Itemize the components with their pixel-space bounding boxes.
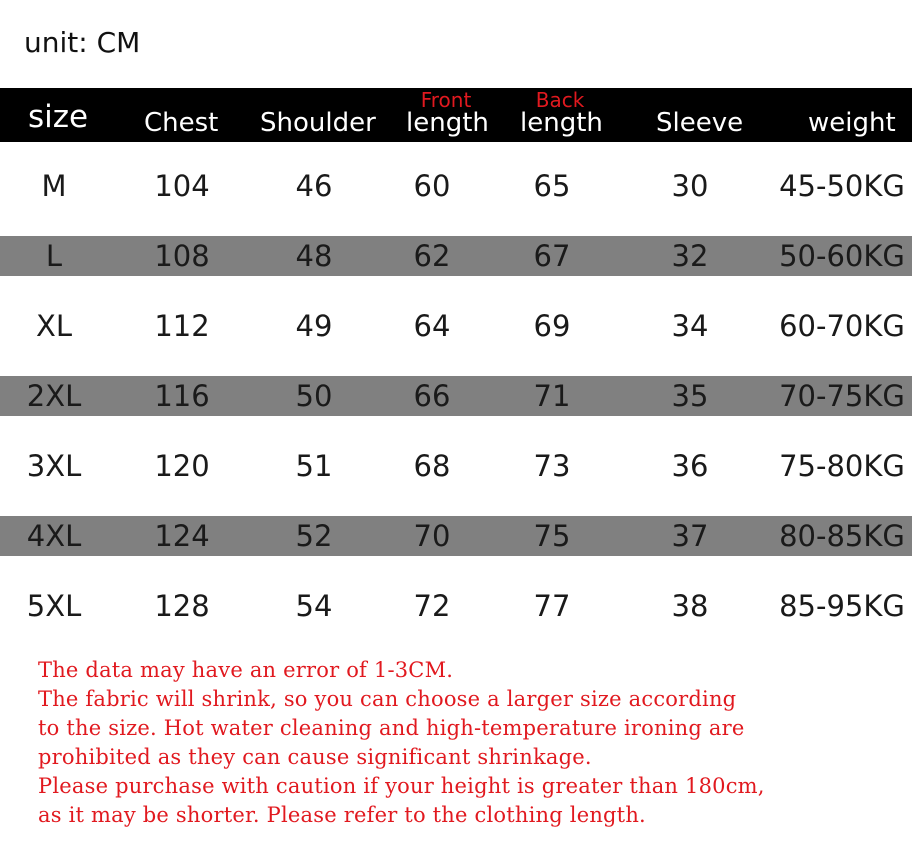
cell-chest: 120: [154, 449, 210, 483]
cell-weight: 75-80KG: [779, 449, 905, 483]
table-row: [0, 306, 912, 346]
cell-shoulder: 54: [295, 589, 333, 623]
cell-shoulder: 51: [295, 449, 333, 483]
note-line: The data may have an error of 1-3CM.: [38, 658, 454, 682]
table-row: [0, 446, 912, 486]
cell-front-length: 70: [413, 519, 451, 553]
header-weight: weight: [808, 108, 896, 138]
note-line: as it may be shorter. Please refer to the clothing length.: [38, 803, 646, 827]
cell-shoulder: 48: [295, 239, 333, 273]
cell-weight: 70-75KG: [779, 379, 905, 413]
cell-size: 4XL: [26, 519, 82, 553]
table-header: [0, 88, 912, 142]
cell-sleeve: 38: [671, 589, 709, 623]
cell-sleeve: 30: [671, 169, 709, 203]
header-back-label: Back: [535, 88, 585, 112]
header-front-length-label: length: [406, 108, 489, 138]
cell-shoulder: 52: [295, 519, 333, 553]
table-row: [0, 376, 912, 416]
cell-size: M: [41, 169, 67, 203]
table-row: [0, 236, 912, 276]
cell-weight: 45-50KG: [779, 169, 905, 203]
header-back-length: [520, 88, 603, 138]
cell-back-length: 71: [533, 379, 571, 413]
cell-back-length: 73: [533, 449, 571, 483]
header-chest: Chest: [144, 108, 219, 138]
header-front-label: Front: [420, 88, 472, 112]
cell-shoulder: 46: [295, 169, 333, 203]
cell-sleeve: 36: [671, 449, 709, 483]
note-line: prohibited as they can cause significant shrinkage.: [38, 745, 592, 769]
note-line: The fabric will shrink, so you can choose a larger size according: [38, 687, 737, 711]
cell-weight: 60-70KG: [779, 309, 905, 343]
cell-sleeve: 35: [671, 379, 709, 413]
cell-weight: 50-60KG: [779, 239, 905, 273]
header-size: size: [28, 99, 89, 135]
cell-weight: 85-95KG: [779, 589, 905, 623]
cell-sleeve: 37: [671, 519, 709, 553]
cell-back-length: 75: [533, 519, 571, 553]
size-notes: [38, 656, 898, 830]
cell-size: 2XL: [26, 379, 82, 413]
cell-shoulder: 49: [295, 309, 333, 343]
cell-chest: 108: [154, 239, 210, 273]
cell-back-length: 69: [533, 309, 571, 343]
cell-size: XL: [35, 309, 73, 343]
cell-front-length: 64: [413, 309, 451, 343]
unit-label: unit: CM: [24, 26, 141, 59]
cell-weight: 80-85KG: [779, 519, 905, 553]
cell-front-length: 60: [413, 169, 451, 203]
cell-back-length: 65: [533, 169, 571, 203]
header-shoulder: Shoulder: [260, 108, 376, 138]
table-row: [0, 586, 912, 626]
cell-back-length: 77: [533, 589, 571, 623]
cell-back-length: 67: [533, 239, 571, 273]
cell-chest: 116: [154, 379, 210, 413]
cell-size: 3XL: [26, 449, 82, 483]
cell-front-length: 66: [413, 379, 451, 413]
cell-shoulder: 50: [295, 379, 333, 413]
header-front-length: [406, 88, 489, 138]
cell-sleeve: 32: [671, 239, 709, 273]
cell-front-length: 68: [413, 449, 451, 483]
cell-size: 5XL: [26, 589, 82, 623]
note-line: to the size. Hot water cleaning and high-temperature ironing are: [38, 716, 745, 740]
cell-sleeve: 34: [671, 309, 709, 343]
cell-chest: 112: [154, 309, 210, 343]
header-sleeve: Sleeve: [656, 108, 744, 138]
table-row: [0, 166, 912, 206]
cell-chest: 104: [154, 169, 210, 203]
table-row: [0, 516, 912, 556]
cell-chest: 128: [154, 589, 210, 623]
cell-size: L: [45, 239, 63, 273]
cell-front-length: 62: [413, 239, 451, 273]
cell-chest: 124: [154, 519, 210, 553]
header-back-length-label: length: [520, 108, 603, 138]
cell-front-length: 72: [413, 589, 451, 623]
note-line: Please purchase with caution if your height is greater than 180cm,: [38, 774, 765, 798]
